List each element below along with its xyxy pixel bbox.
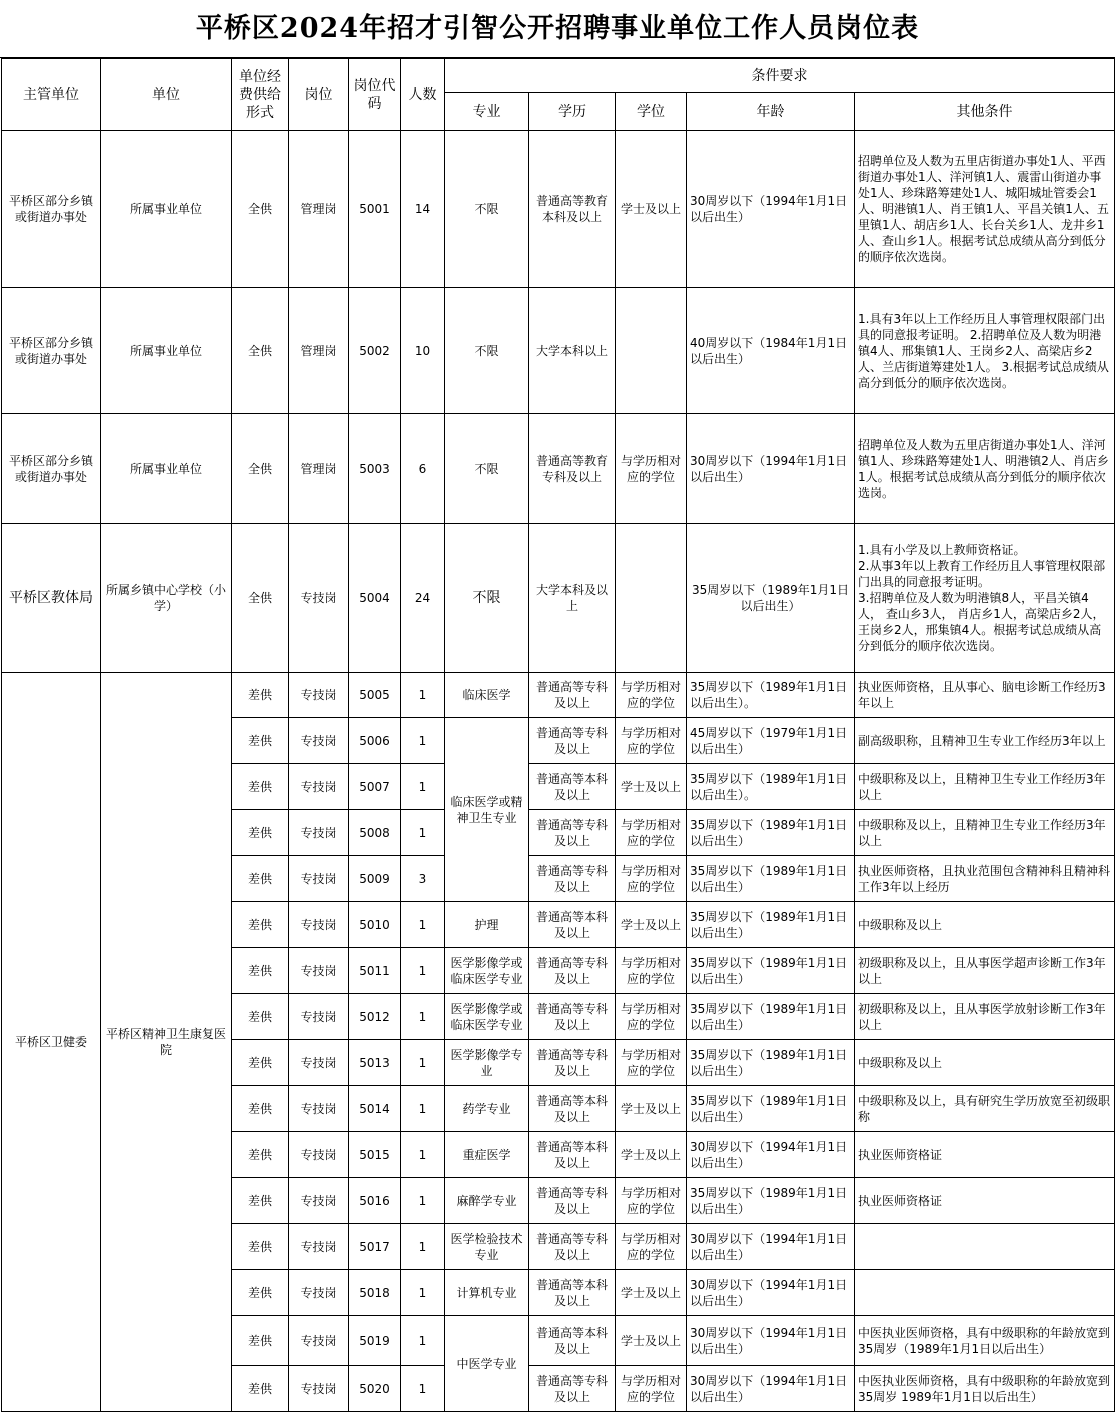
table-row bbox=[2, 673, 1115, 718]
table-row bbox=[2, 288, 1115, 414]
count-cell: 1 bbox=[401, 1270, 445, 1316]
other-cell: 执业医师资格证 bbox=[855, 1178, 1115, 1224]
count-cell: 6 bbox=[401, 414, 445, 524]
code-cell: 5006 bbox=[349, 718, 401, 764]
other-cell: 中医执业医师资格，具有中级职称的年龄放宽到35周岁（1989年1月1日以后出生） bbox=[855, 1316, 1115, 1366]
funding-cell: 差供 bbox=[232, 1270, 289, 1316]
other-cell: 1.具有小学及以上教师资格证。 2.从事3年以上教育工作经历且人事管理权限部门出具的同意报考证明。 3.招聘单位及人数为明港镇8人，平昌关镇4人， 查山乡3人， 肖店乡1人，高梁店乡2人，王岗乡2人，邢集镇4人。根据考试总成绩从高分到低分的顺序依次选岗。 bbox=[855, 524, 1115, 673]
other-cell: 中级职称及以上，具有研究生学历放宽至初级职称 bbox=[855, 1086, 1115, 1132]
degree-cell: 与学历相对应的学位 bbox=[616, 994, 687, 1040]
post-cell: 专技岗 bbox=[289, 764, 349, 810]
header-major: 专业 bbox=[445, 93, 529, 131]
table-row bbox=[2, 131, 1115, 288]
count-cell: 14 bbox=[401, 131, 445, 288]
header-age: 年龄 bbox=[687, 93, 855, 131]
funding-cell: 差供 bbox=[232, 1224, 289, 1270]
degree-cell bbox=[616, 524, 687, 673]
post-cell: 专技岗 bbox=[289, 1040, 349, 1086]
major-cell: 麻醉学专业 bbox=[445, 1178, 529, 1224]
header-conditions: 条件要求 bbox=[445, 59, 1115, 93]
funding-cell: 差供 bbox=[232, 948, 289, 994]
other-cell: 副高级职称，且精神卫生专业工作经历3年以上 bbox=[855, 718, 1115, 764]
unit-cell: 所属事业单位 bbox=[101, 131, 232, 288]
age-cell: 30周岁以下（1994年1月1日以后出生） bbox=[687, 1270, 855, 1316]
age-cell: 40周岁以下（1984年1月1日以后出生） bbox=[687, 288, 855, 414]
unit-cell: 所属事业单位 bbox=[101, 414, 232, 524]
edu-cell: 普通高等专科及以上 bbox=[529, 718, 616, 764]
age-cell: 35周岁以下（1989年1月1日以后出生） bbox=[687, 1040, 855, 1086]
degree-cell: 学士及以上 bbox=[616, 1132, 687, 1178]
edu-cell: 普通高等专科及以上 bbox=[529, 1178, 616, 1224]
degree-cell: 与学历相对应的学位 bbox=[616, 948, 687, 994]
code-cell: 5012 bbox=[349, 994, 401, 1040]
unit-cell: 所属乡镇中心学校（小学） bbox=[101, 524, 232, 673]
header-unit: 单位 bbox=[101, 59, 232, 131]
code-cell: 5002 bbox=[349, 288, 401, 414]
count-cell: 1 bbox=[401, 1040, 445, 1086]
count-cell: 1 bbox=[401, 673, 445, 718]
funding-cell: 差供 bbox=[232, 1316, 289, 1366]
count-cell: 1 bbox=[401, 764, 445, 810]
age-cell: 35周岁以下（1989年1月1日以后出生） bbox=[687, 1086, 855, 1132]
major-cell: 医学影像学专业 bbox=[445, 1040, 529, 1086]
table-row bbox=[2, 414, 1115, 524]
major-cell: 临床医学或精神卫生专业 bbox=[445, 718, 529, 902]
funding-cell: 差供 bbox=[232, 1178, 289, 1224]
count-cell: 1 bbox=[401, 810, 445, 856]
major-cell: 护理 bbox=[445, 902, 529, 948]
dept-cell: 平桥区部分乡镇或街道办事处 bbox=[2, 288, 101, 414]
degree-cell: 学士及以上 bbox=[616, 1086, 687, 1132]
count-cell: 1 bbox=[401, 1316, 445, 1366]
count-cell: 1 bbox=[401, 718, 445, 764]
code-cell: 5008 bbox=[349, 810, 401, 856]
degree-cell: 与学历相对应的学位 bbox=[616, 1366, 687, 1412]
major-cell: 医学影像学或临床医学专业 bbox=[445, 948, 529, 994]
funding-cell: 差供 bbox=[232, 764, 289, 810]
header-code: 岗位代码 bbox=[349, 59, 401, 131]
other-cell bbox=[855, 1270, 1115, 1316]
degree-cell: 学士及以上 bbox=[616, 764, 687, 810]
major-cell: 中医学专业 bbox=[445, 1316, 529, 1412]
age-cell: 30周岁以下（1994年1月1日以后出生） bbox=[687, 1132, 855, 1178]
code-cell: 5011 bbox=[349, 948, 401, 994]
funding-cell: 全供 bbox=[232, 131, 289, 288]
other-cell: 执业医师资格，且从事心、脑电诊断工作经历3年以上 bbox=[855, 673, 1115, 718]
degree-cell: 与学历相对应的学位 bbox=[616, 810, 687, 856]
degree-cell bbox=[616, 288, 687, 414]
code-cell: 5015 bbox=[349, 1132, 401, 1178]
header-edu: 学历 bbox=[529, 93, 616, 131]
count-cell: 1 bbox=[401, 902, 445, 948]
funding-cell: 全供 bbox=[232, 288, 289, 414]
code-cell: 5019 bbox=[349, 1316, 401, 1366]
code-cell: 5017 bbox=[349, 1224, 401, 1270]
post-cell: 专技岗 bbox=[289, 856, 349, 902]
code-cell: 5005 bbox=[349, 673, 401, 718]
dept-cell: 平桥区教体局 bbox=[2, 524, 101, 673]
other-cell: 初级职称及以上，且从事医学超声诊断工作3年以上 bbox=[855, 948, 1115, 994]
post-cell: 专技岗 bbox=[289, 673, 349, 718]
degree-cell: 学士及以上 bbox=[616, 902, 687, 948]
edu-cell: 普通高等教育本科及以上 bbox=[529, 131, 616, 288]
unit-cell: 平桥区精神卫生康复医院 bbox=[101, 673, 232, 1412]
code-cell: 5003 bbox=[349, 414, 401, 524]
code-cell: 5020 bbox=[349, 1366, 401, 1412]
post-cell: 专技岗 bbox=[289, 718, 349, 764]
other-cell: 执业医师资格，且执业范围包含精神科且精神科工作3年以上经历 bbox=[855, 856, 1115, 902]
major-cell: 医学影像学或临床医学专业 bbox=[445, 994, 529, 1040]
age-cell: 35周岁以下（1989年1月1日以后出生） bbox=[687, 856, 855, 902]
unit-cell: 所属事业单位 bbox=[101, 288, 232, 414]
code-cell: 5010 bbox=[349, 902, 401, 948]
post-cell: 专技岗 bbox=[289, 1316, 349, 1366]
major-cell: 药学专业 bbox=[445, 1086, 529, 1132]
edu-cell: 普通高等专科及以上 bbox=[529, 673, 616, 718]
funding-cell: 差供 bbox=[232, 673, 289, 718]
post-cell: 专技岗 bbox=[289, 994, 349, 1040]
funding-cell: 差供 bbox=[232, 902, 289, 948]
other-cell bbox=[855, 1224, 1115, 1270]
age-cell: 30周岁以下（1994年1月1日以后出生） bbox=[687, 1224, 855, 1270]
code-cell: 5018 bbox=[349, 1270, 401, 1316]
other-cell: 招聘单位及人数为五里店街道办事处1人、洋河镇1人、珍珠路筹建处1人、明港镇2人、肖店乡1人。根据考试总成绩从高分到低分的顺序依次选岗。 bbox=[855, 414, 1115, 524]
post-cell: 专技岗 bbox=[289, 1224, 349, 1270]
age-cell: 30周岁以下（1994年1月1日以后出生） bbox=[687, 131, 855, 288]
count-cell: 3 bbox=[401, 856, 445, 902]
table-row bbox=[2, 524, 1115, 673]
count-cell: 1 bbox=[401, 1224, 445, 1270]
age-cell: 35周岁以下（1989年1月1日以后出生）。 bbox=[687, 673, 855, 718]
major-cell: 医学检验技术专业 bbox=[445, 1224, 529, 1270]
edu-cell: 普通高等专科及以上 bbox=[529, 1224, 616, 1270]
funding-cell: 全供 bbox=[232, 524, 289, 673]
count-cell: 1 bbox=[401, 1178, 445, 1224]
other-cell: 中级职称及以上 bbox=[855, 1040, 1115, 1086]
count-cell: 1 bbox=[401, 1366, 445, 1412]
code-cell: 5007 bbox=[349, 764, 401, 810]
post-cell: 专技岗 bbox=[289, 1086, 349, 1132]
degree-cell: 学士及以上 bbox=[616, 131, 687, 288]
count-cell: 1 bbox=[401, 1132, 445, 1178]
age-cell: 35周岁以下（1989年1月1日以后出生） bbox=[687, 948, 855, 994]
post-cell: 专技岗 bbox=[289, 1366, 349, 1412]
major-cell: 不限 bbox=[445, 131, 529, 288]
post-cell: 管理岗 bbox=[289, 288, 349, 414]
header-post: 岗位 bbox=[289, 59, 349, 131]
code-cell: 5016 bbox=[349, 1178, 401, 1224]
degree-cell: 与学历相对应的学位 bbox=[616, 1224, 687, 1270]
edu-cell: 普通高等本科及以上 bbox=[529, 1086, 616, 1132]
code-cell: 5001 bbox=[349, 131, 401, 288]
age-cell: 45周岁以下（1979年1月1日以后出生） bbox=[687, 718, 855, 764]
code-cell: 5014 bbox=[349, 1086, 401, 1132]
age-cell: 35周岁以下（1989年1月1日以后出生） bbox=[687, 1178, 855, 1224]
dept-cell: 平桥区卫健委 bbox=[2, 673, 101, 1412]
funding-cell: 差供 bbox=[232, 718, 289, 764]
degree-cell: 与学历相对应的学位 bbox=[616, 1040, 687, 1086]
other-cell: 1.具有3年以上工作经历且人事管理权限部门出具的同意报考证明。 2.招聘单位及人数为明港镇4人、邢集镇1人、王岗乡2人、高梁店乡2人、兰店街道筹建处1人。 3.根据考试总成绩从高分到低分的顺序依次选岗。 bbox=[855, 288, 1115, 414]
degree-cell: 与学历相对应的学位 bbox=[616, 414, 687, 524]
code-cell: 5013 bbox=[349, 1040, 401, 1086]
age-cell: 35周岁以下（1989年1月1日以后出生） bbox=[687, 810, 855, 856]
funding-cell: 差供 bbox=[232, 856, 289, 902]
other-cell: 招聘单位及人数为五里店街道办事处1人、平西街道办事处1人、洋河镇1人、震雷山街道办事处1人、珍珠路筹建处1人、城阳城址管委会1人、明港镇1人、肖王镇1人、平昌关镇1人、五里镇1人、胡店乡1人、长台关乡1人、龙井乡1人、查山乡1人。根据考试总成绩从高分到低分的顺序依次选岗。 bbox=[855, 131, 1115, 288]
age-cell: 30周岁以下（1994年1月1日以后出生） bbox=[687, 1366, 855, 1412]
header-funding: 单位经费供给形式 bbox=[232, 59, 289, 131]
post-cell: 管理岗 bbox=[289, 414, 349, 524]
header-other: 其他条件 bbox=[855, 93, 1115, 131]
post-cell: 专技岗 bbox=[289, 902, 349, 948]
other-cell: 中医执业医师资格，具有中级职称的年龄放宽到35周岁 1989年1月1日以后出生） bbox=[855, 1366, 1115, 1412]
edu-cell: 普通高等专科及以上 bbox=[529, 994, 616, 1040]
degree-cell: 与学历相对应的学位 bbox=[616, 1178, 687, 1224]
degree-cell: 学士及以上 bbox=[616, 1316, 687, 1366]
edu-cell: 普通高等专科及以上 bbox=[529, 948, 616, 994]
edu-cell: 普通高等本科及以上 bbox=[529, 764, 616, 810]
post-cell: 管理岗 bbox=[289, 131, 349, 288]
funding-cell: 差供 bbox=[232, 1366, 289, 1412]
post-cell: 专技岗 bbox=[289, 1132, 349, 1178]
edu-cell: 普通高等专科及以上 bbox=[529, 1040, 616, 1086]
count-cell: 10 bbox=[401, 288, 445, 414]
edu-cell: 普通高等专科及以上 bbox=[529, 1366, 616, 1412]
age-cell: 30周岁以下（1994年1月1日以后出生） bbox=[687, 1316, 855, 1366]
age-cell: 35周岁以下（1989年1月1日以后出生） bbox=[687, 524, 855, 673]
major-cell: 不限 bbox=[445, 414, 529, 524]
edu-cell: 普通高等专科及以上 bbox=[529, 810, 616, 856]
age-cell: 35周岁以下（1989年1月1日以后出生） bbox=[687, 902, 855, 948]
edu-cell: 大学本科以上 bbox=[529, 288, 616, 414]
count-cell: 1 bbox=[401, 948, 445, 994]
edu-cell: 普通高等教育专科及以上 bbox=[529, 414, 616, 524]
other-cell: 中级职称及以上，且精神卫生专业工作经历3年以上 bbox=[855, 764, 1115, 810]
edu-cell: 普通高等本科及以上 bbox=[529, 1270, 616, 1316]
funding-cell: 全供 bbox=[232, 414, 289, 524]
dept-cell: 平桥区部分乡镇或街道办事处 bbox=[2, 131, 101, 288]
age-cell: 30周岁以下（1994年1月1日以后出生） bbox=[687, 414, 855, 524]
edu-cell: 普通高等专科及以上 bbox=[529, 856, 616, 902]
positions-table bbox=[1, 58, 1115, 1412]
code-cell: 5009 bbox=[349, 856, 401, 902]
post-cell: 专技岗 bbox=[289, 524, 349, 673]
degree-cell: 学士及以上 bbox=[616, 1270, 687, 1316]
other-cell: 中级职称及以上 bbox=[855, 902, 1115, 948]
funding-cell: 差供 bbox=[232, 994, 289, 1040]
page-title: 平桥区2024年招才引智公开招聘事业单位工作人员岗位表 bbox=[0, 0, 1115, 58]
dept-cell: 平桥区部分乡镇或街道办事处 bbox=[2, 414, 101, 524]
post-cell: 专技岗 bbox=[289, 1178, 349, 1224]
other-cell: 初级职称及以上，且从事医学放射诊断工作3年以上 bbox=[855, 994, 1115, 1040]
code-cell: 5004 bbox=[349, 524, 401, 673]
count-cell: 1 bbox=[401, 1086, 445, 1132]
age-cell: 35周岁以下（1989年1月1日以后出生） bbox=[687, 994, 855, 1040]
count-cell: 24 bbox=[401, 524, 445, 673]
edu-cell: 普通高等本科及以上 bbox=[529, 1316, 616, 1366]
major-cell: 重症医学 bbox=[445, 1132, 529, 1178]
header-dept: 主管单位 bbox=[2, 59, 101, 131]
funding-cell: 差供 bbox=[232, 1040, 289, 1086]
degree-cell: 与学历相对应的学位 bbox=[616, 673, 687, 718]
edu-cell: 普通高等本科及以上 bbox=[529, 902, 616, 948]
degree-cell: 与学历相对应的学位 bbox=[616, 718, 687, 764]
post-cell: 专技岗 bbox=[289, 948, 349, 994]
age-cell: 35周岁以下（1989年1月1日以后出生）。 bbox=[687, 764, 855, 810]
other-cell: 执业医师资格证 bbox=[855, 1132, 1115, 1178]
major-cell: 计算机专业 bbox=[445, 1270, 529, 1316]
funding-cell: 差供 bbox=[232, 1132, 289, 1178]
major-cell: 不限 bbox=[445, 524, 529, 673]
major-cell: 临床医学 bbox=[445, 673, 529, 718]
header-degree: 学位 bbox=[616, 93, 687, 131]
funding-cell: 差供 bbox=[232, 1086, 289, 1132]
edu-cell: 大学本科及以上 bbox=[529, 524, 616, 673]
post-cell: 专技岗 bbox=[289, 810, 349, 856]
post-cell: 专技岗 bbox=[289, 1270, 349, 1316]
major-cell: 不限 bbox=[445, 288, 529, 414]
count-cell: 1 bbox=[401, 994, 445, 1040]
header-count: 人数 bbox=[401, 59, 445, 131]
funding-cell: 差供 bbox=[232, 810, 289, 856]
degree-cell: 与学历相对应的学位 bbox=[616, 856, 687, 902]
other-cell: 中级职称及以上，且精神卫生专业工作经历3年以上 bbox=[855, 810, 1115, 856]
edu-cell: 普通高等本科及以上 bbox=[529, 1132, 616, 1178]
